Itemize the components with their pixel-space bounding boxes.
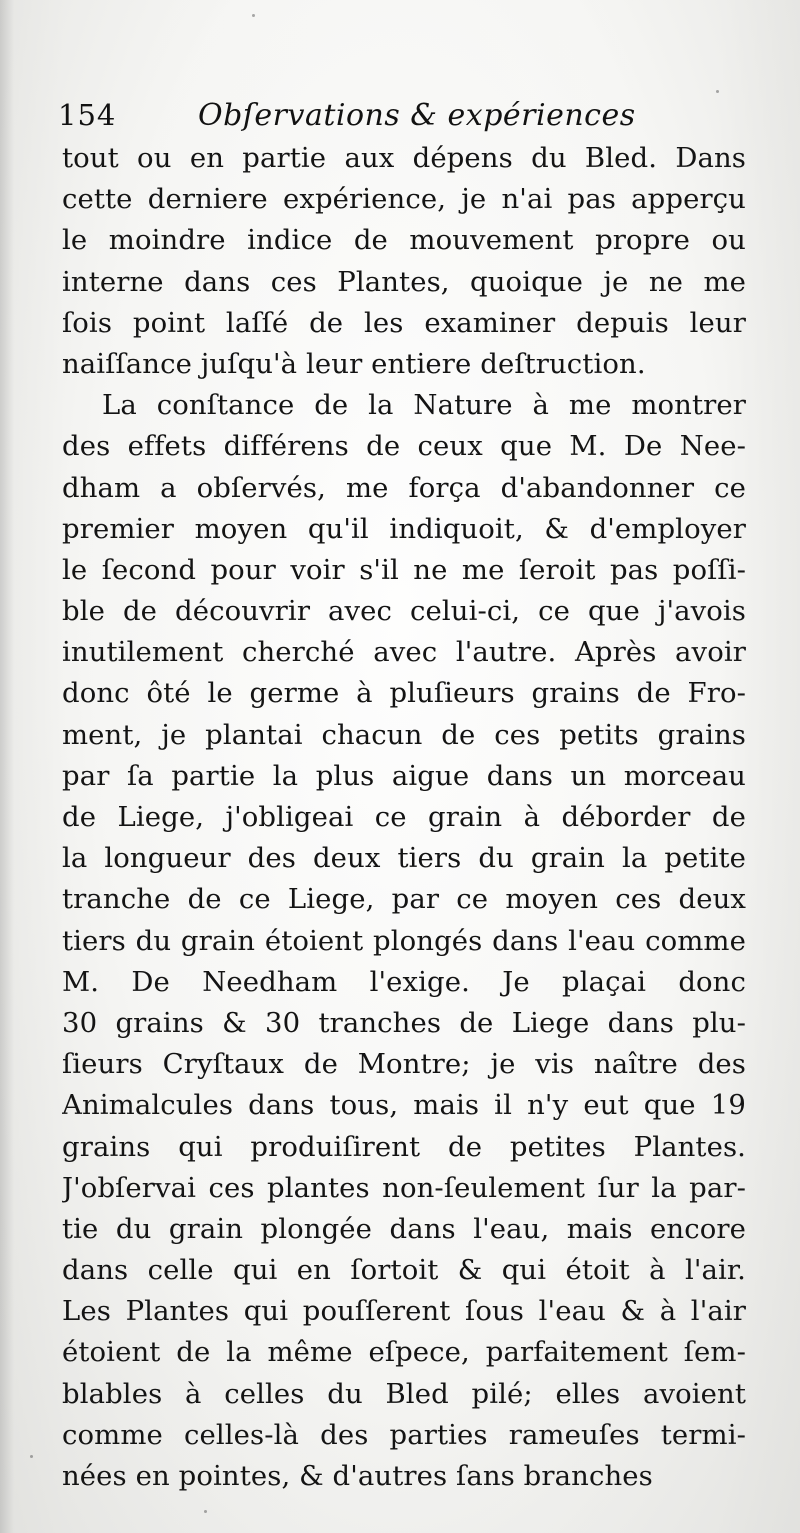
ink-speck: [204, 1510, 207, 1513]
text-line: donc ôté le germe à pluſieurs grains de Fro-: [62, 677, 746, 710]
text-line: Les Plantes qui pouſſerent ſous l'eau & à l'air: [62, 1295, 746, 1328]
body-text: [62, 138, 746, 1497]
text-line: tranche de ce Liege, par ce moyen ces deux: [62, 883, 746, 916]
text-line: nées en pointes, & d'autres ſans branches: [62, 1460, 653, 1492]
text-line: M. De Needham l'exige. Je plaçai donc: [62, 965, 746, 998]
text-line: ſois point laſſé de les examiner depuis leur: [62, 306, 746, 339]
page-number: 154: [58, 98, 117, 132]
page-header: [58, 98, 758, 142]
text-line: par ſa partie la plus aigue dans un morceau: [62, 759, 746, 792]
running-title: Obſervations & expériences: [198, 98, 636, 133]
text-line: J'obſervai ces plantes non-ſeulement ſur la par-: [62, 1171, 746, 1204]
text-line: ſieurs Cryſtaux de Montre; je vis naître des: [62, 1048, 746, 1081]
text-line: naiſſance juſqu'à leur entiere deſtruction.: [62, 347, 646, 380]
text-line: tiers du grain étoient plongés dans l'eau comme: [62, 924, 746, 957]
text-line: cette derniere expérience, je n'ai pas apperçu: [62, 183, 746, 216]
text-line: blables à celles du Bled pilé; elles avoient: [62, 1377, 746, 1410]
text-line: 30 grains & 30 tranches de Liege dans plu-: [62, 1006, 746, 1039]
text-line: inutilement cherché avec l'autre. Après avoir: [62, 636, 746, 669]
text-line: le ſecond pour voir s'il ne me ſeroit pas poſſi-: [62, 553, 746, 586]
text-line: dans celle qui en ſortoit & qui étoit à l'air.: [62, 1254, 746, 1287]
ink-speck: [252, 14, 255, 17]
gutter-shadow: [0, 0, 14, 1533]
text-line: grains qui produiſirent de petites Plantes.: [62, 1130, 746, 1163]
text-line: interne dans ces Plantes, quoique je ne me: [62, 265, 746, 298]
text-line: tie du grain plongée dans l'eau, mais encore: [62, 1212, 746, 1245]
ink-speck: [716, 90, 719, 93]
text-line: ble de découvrir avec celui-ci, ce que j'avois: [62, 595, 746, 628]
text-line: la longueur des deux tiers du grain la petite: [62, 842, 746, 875]
text-line: tout ou en partie aux dépens du Bled. Dans: [62, 142, 746, 174]
text-line: comme celles-là des parties rameuſes termi-: [62, 1418, 746, 1451]
text-line: étoient de la même eſpece, parfaitement ſem-: [62, 1336, 746, 1369]
text-line: des effets différens de ceux que M. De Nee-: [62, 430, 746, 463]
text-line: dham a obſervés, me força d'abandonner ce: [62, 471, 746, 504]
text-line: de Liege, j'obligeai ce grain à déborder de: [62, 801, 746, 833]
ink-speck: [30, 1455, 33, 1458]
paragraph-start-line: La conſtance de la Nature à me montrer: [102, 389, 746, 422]
text-line: ment, je plantai chacun de ces petits grains: [62, 718, 746, 751]
text-line: Animalcules dans tous, mais il n'y eut que 19: [62, 1089, 746, 1122]
text-line: le moindre indice de mouvement propre ou: [62, 224, 746, 257]
text-line: premier moyen qu'il indiquoit, & d'employer: [62, 512, 746, 545]
